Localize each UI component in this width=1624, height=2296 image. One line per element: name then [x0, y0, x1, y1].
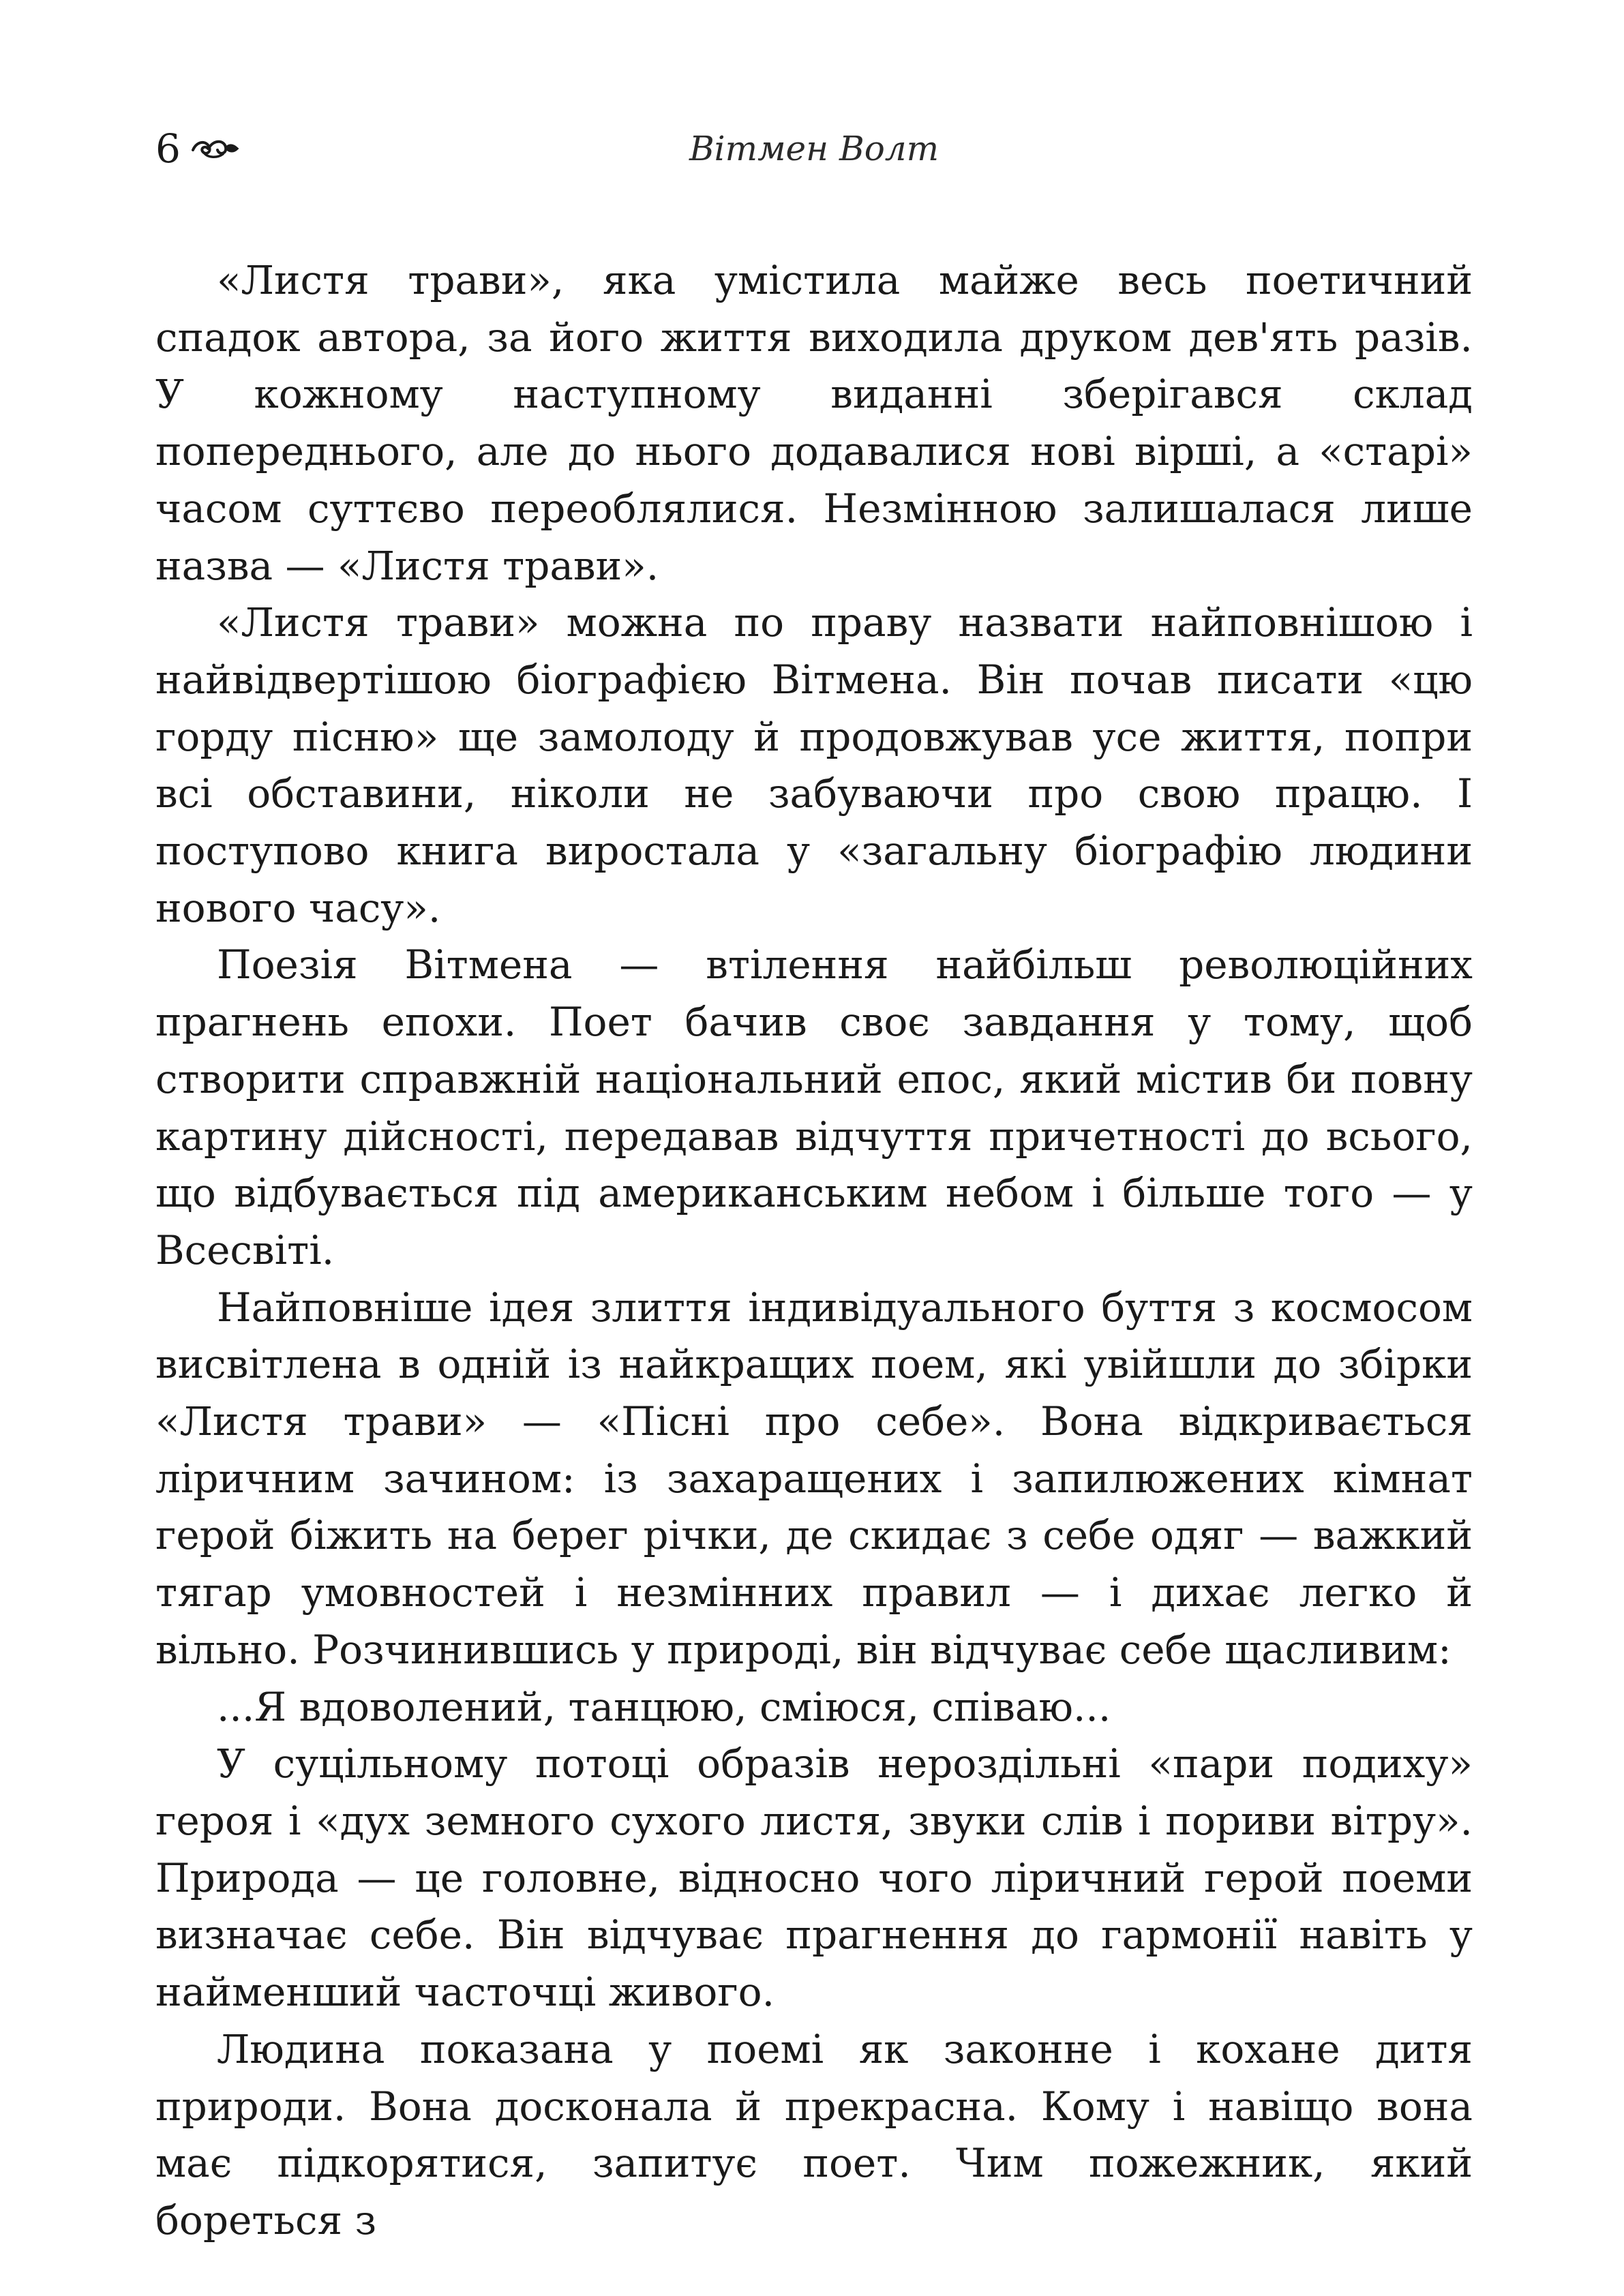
page-number-value: 6 — [155, 125, 181, 172]
quote-line: ...Я вдоволений, танцюю, сміюся, співаю... — [217, 1683, 1111, 1730]
paragraph: У суцільному потоці образів нероздільні «пари подиху» героя і «дух земного сухого листя, звуки слів і пориви вітру». Природа — це головне, відносно чого ліричний герой поеми визначає себе. Він відчуває прагнення до гармонії навіть у найменший часточці живого. — [155, 1740, 1473, 2016]
running-title: Вітмен Волт — [689, 129, 939, 168]
paragraph: «Листя трави» можна по праву назвати найповнішою і найвідвертішою біографією Вітмена. Він почав писати «цю горду пісню» ще замолоду й продовжував усе життя, попри всі обставини, ніколи не забуваючи про свою працю. І поступово книга виростала у «загальну біографію людини нового часу». — [155, 599, 1473, 931]
paragraph: Найповніше ідея злиття індивідуального буття з космосом висвітлена в одній із найкращих поем, які увійшли до збірки «Листя трави» — «Пісні про себе». Вона відкривається ліричним зачином: із захаращених і запилюжених кімнат герой біжить на берег річки, де скидає з себе одяг — важкий тягар умовностей і незмінних правил — і дихає легко й вільно. Розчинившись у природі, він відчуває себе щасливим: — [155, 1284, 1473, 1673]
paragraph: Поезія Вітмена — втілення найбільш революційних прагнень епохи. Поет бачив своє завдання у тому, щоб створити справжній національний епос, який містив би повну картину дійсності, передавав відчуття причетності до всього, що відбувається під американським небом і більше того — у Всесвіті. — [155, 941, 1473, 1273]
paragraph: Людина показана у поемі як законне і кохане дитя природи. Вона досконала й прекрасна. Кому і навіщо вона має підкорятися, запитує поет. Чим пожежник, який бореться з — [155, 2025, 1473, 2244]
body-text — [155, 252, 1473, 2250]
page-header — [155, 121, 1473, 176]
paragraph: «Листя трави», яка умістила майже весь поетичний спадок автора, за його життя виходила друком дев'ять разів. У кожному наступному виданні зберігався склад попереднього, але до нього додавалися нові вірші, а «старі» часом суттєво переоблялися. Незмінною залишалася лише назва — «Листя трави». — [155, 257, 1473, 589]
